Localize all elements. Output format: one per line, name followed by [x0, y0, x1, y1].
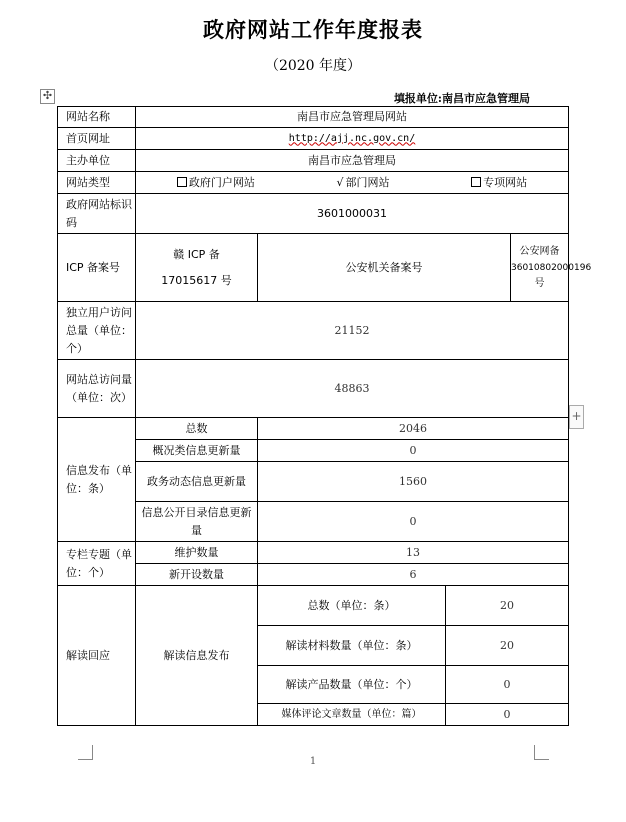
- table-row: [58, 234, 569, 302]
- interp-materials-value: 20: [446, 626, 569, 666]
- info-total-value: 2046: [258, 418, 569, 440]
- interp-media-value: 0: [446, 704, 569, 726]
- table-row: [58, 172, 569, 194]
- unique-visitors-label: 独立用户访问总量（单位：个）: [58, 302, 136, 360]
- news-update-value: 1560: [258, 462, 569, 502]
- report-title: 政府网站工作年度报表: [203, 17, 423, 42]
- interp-materials-label: 解读材料数量（单位：条）: [258, 626, 446, 666]
- table-row: [58, 107, 569, 128]
- site-type-label: 网站类型: [58, 172, 136, 194]
- table-row: [58, 128, 569, 150]
- interp-media-label: 媒体评论文章数量（单位：篇）: [258, 704, 446, 726]
- filing-unit: 填报单位:南昌市应急管理局: [393, 92, 530, 105]
- total-visits-label: 网站总访问量（单位：次）: [58, 360, 136, 418]
- columns-maintained-value: 13: [258, 542, 569, 564]
- table-row: [58, 194, 569, 234]
- report-table: [57, 106, 592, 726]
- police-record-label: 公安机关备案号: [258, 234, 511, 302]
- overview-update-value: 0: [258, 440, 569, 462]
- interp-products-label: 解读产品数量（单位：个）: [258, 666, 446, 704]
- interp-products-value: 0: [446, 666, 569, 704]
- disclosure-update-value: 0: [258, 502, 569, 542]
- host-unit-label: 主办单位: [58, 150, 136, 172]
- news-update-label: 政务动态信息更新量: [136, 462, 258, 502]
- icp-label: ICP 备案号: [58, 234, 136, 302]
- columns-maintained-label: 维护数量: [136, 542, 258, 564]
- info-total-label: 总数: [136, 418, 258, 440]
- site-code-label: 政府网站标识码: [58, 194, 136, 234]
- site-name-value: 南昌市应急管理局网站: [136, 107, 569, 128]
- host-unit-value: 南昌市应急管理局: [136, 150, 569, 172]
- info-release-label: 信息发布（单位：条）: [58, 418, 136, 542]
- interp-total-value: 20: [446, 586, 569, 626]
- table-row: [58, 150, 569, 172]
- table-row: [58, 586, 569, 626]
- homepage-label: 首页网址: [58, 128, 136, 150]
- checkbox-icon[interactable]: [177, 177, 187, 187]
- total-visits-value: 48863: [136, 360, 569, 418]
- columns-new-value: 6: [258, 564, 569, 586]
- option-special-site[interactable]: 专项网站: [471, 174, 527, 192]
- police-record-number: 公安网备 36010802000196 号: [511, 234, 569, 302]
- table-row: [58, 542, 569, 564]
- site-name-label: 网站名称: [58, 107, 136, 128]
- homepage-url[interactable]: [136, 128, 569, 150]
- add-row-icon[interactable]: +: [569, 405, 584, 429]
- interp-total-label: 总数（单位：条）: [258, 586, 446, 626]
- site-type-options: [136, 172, 569, 194]
- option-department-site[interactable]: √ 部门网站: [336, 175, 390, 189]
- overview-update-label: 概况类信息更新量: [136, 440, 258, 462]
- checkmark-icon[interactable]: √: [336, 175, 344, 189]
- page-number: 1: [309, 756, 317, 767]
- table-row: [58, 360, 569, 418]
- checkbox-icon[interactable]: [471, 177, 481, 187]
- homepage-url-text[interactable]: http://ajj.nc.gov.cn/: [288, 132, 416, 144]
- columns-label: 专栏专题（单位：个）: [58, 542, 136, 586]
- interpretation-sub-label: 解读信息发布: [136, 586, 258, 726]
- interpretation-label: 解读回应: [58, 586, 136, 726]
- option-portal-site[interactable]: 政府门户网站: [177, 174, 255, 192]
- columns-new-label: 新开设数量: [136, 564, 258, 586]
- site-code-value: 3601000031: [136, 194, 569, 234]
- move-icon[interactable]: ✣: [40, 89, 55, 104]
- table-row: [58, 418, 569, 440]
- report-year: （2020 年度）: [264, 58, 362, 74]
- disclosure-update-label: 信息公开目录信息更新量: [136, 502, 258, 542]
- table-row: [58, 302, 569, 360]
- unique-visitors-value: 21152: [136, 302, 569, 360]
- icp-number: 赣 ICP 备 17015617 号: [136, 234, 258, 302]
